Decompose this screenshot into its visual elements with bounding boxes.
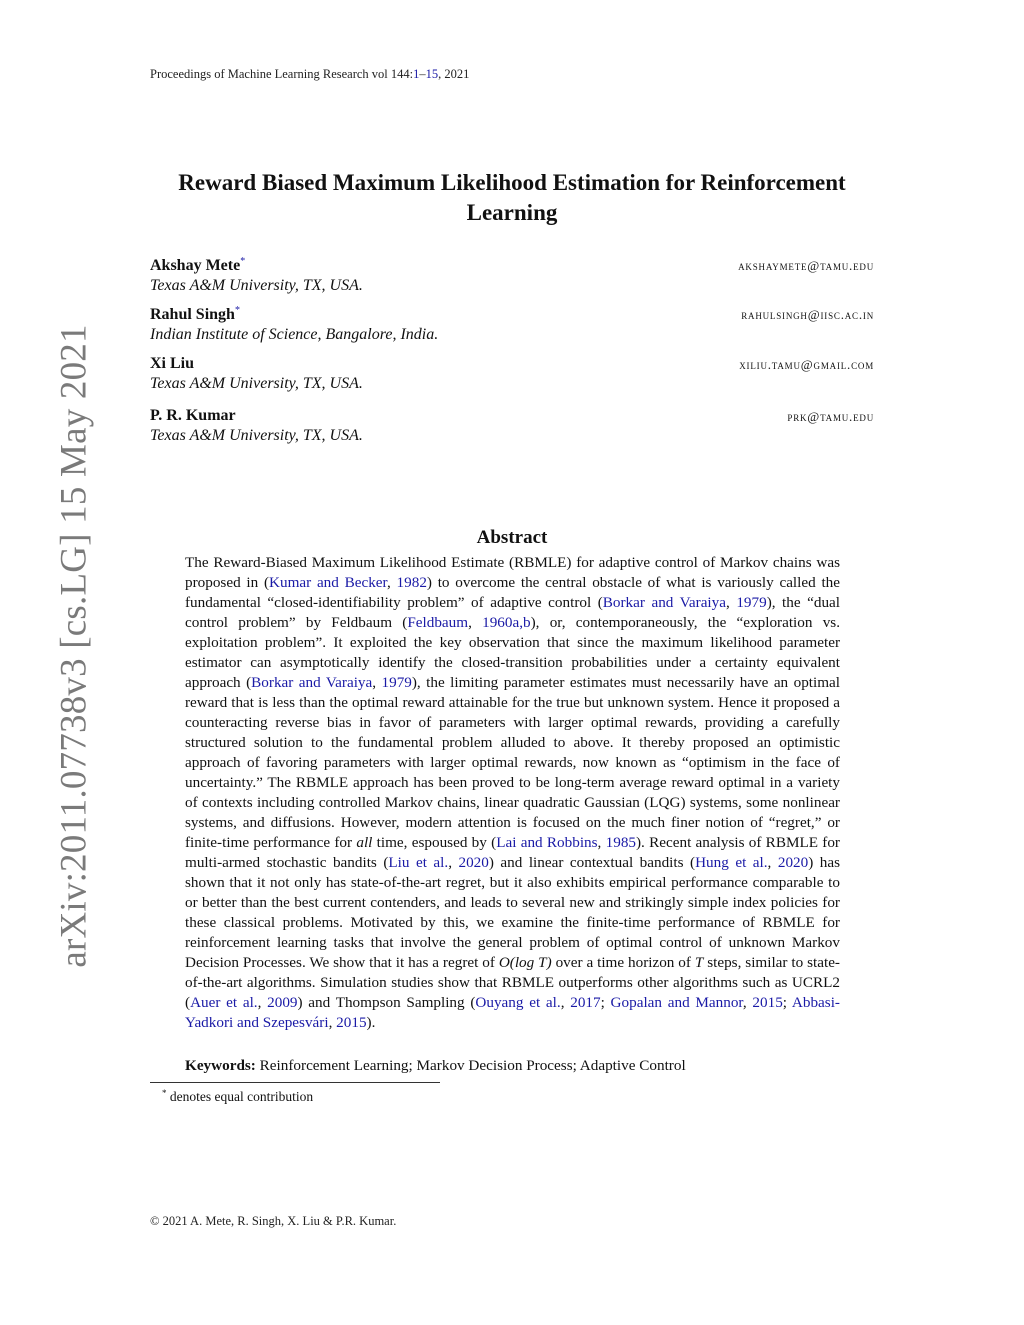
author-affiliation: Indian Institute of Science, Bangalore, India. [150, 326, 439, 343]
author-name [150, 355, 194, 373]
citation-link[interactable]: Borkar and Varaiya [602, 594, 726, 611]
keywords-text: Reinforcement Learning; Markov Decision Process; Adaptive Control [255, 1057, 686, 1074]
abstract-text: steps, similar to state-of-the-art algorithms. Simulation studies show that RBMLE outperforms other algorithms such as UCRL2 ( [185, 954, 840, 1011]
citation-link[interactable]: Lai and Robbins [496, 834, 598, 851]
citation-link[interactable]: Hung et al. [695, 854, 768, 871]
emphasis-text: all [356, 834, 373, 851]
abstract-text: , [726, 594, 737, 611]
abstract-text: ) has shown that it not only has state-of-the-art regret, but it also exhibits empirical performance comparable to or better than the best current contenders, and leads to several new and strikingly simple index policies for these classical problems. Motivated by this, we examine the finite-time performance of RBMLE for reinforcement learning tasks that involve the general problem of optimal control of unknown Markov Decision Processes. We show that it has a regret of [185, 854, 841, 971]
regret-math: O(log T) [498, 954, 552, 971]
citation-link[interactable]: Ouyang et al. [475, 994, 561, 1011]
page-range-dash: – [419, 67, 426, 81]
citation-link[interactable]: Auer et al. [190, 994, 258, 1011]
author-name [150, 256, 245, 275]
abstract-text: ), the “dual control problem” by Feldbaum ( [185, 594, 841, 631]
paper-title [150, 168, 874, 228]
citation-link[interactable]: 1979 [381, 674, 412, 691]
abstract-text: ) to overcome the central obstacle of what is variously called the fundamental “closed-identifiability problem” of adaptive control ( [185, 574, 840, 611]
author-email: xiliu.tamu@gmail.com [739, 357, 874, 372]
abstract-text: , [387, 574, 397, 591]
author-name [150, 305, 240, 324]
abstract-text: , [597, 834, 606, 851]
abstract-text: ), the limiting parameter estimates must necessarily have an optimal reward that is less than the optimal reward attainable for the true but unknown system. Hence it proposed a counteracting reverse bias in favor of parameters with larger optimal rewards, providing a carefully structured solution to the fundamental problem alluded to above. It thereby proposed an optimistic approach of favoring parameters with larger optimal rewards, now known as “optimism in the face of uncertainty.” The RBMLE approach has been proved to be long-term average reward optimal in a variety of contexts including controlled Markov chains, linear quadratic Gaussian (LQG) systems, some nonlinear systems, and diffusions. However, modern attention is focused on the much finer notion of “regret,” or finite-time performance for [185, 674, 840, 851]
author-name-text: Rahul Singh [150, 306, 235, 323]
author-email: prk@tamu.edu [787, 409, 874, 424]
abstract-text: ) and linear contextual bandits ( [488, 854, 696, 871]
author-affiliation: Texas A&M University, TX, USA. [150, 375, 363, 392]
citation-link[interactable]: 1982 [396, 574, 427, 591]
citation-link[interactable]: Borkar and Varaiya [251, 674, 373, 691]
citation-link[interactable]: Kumar and Becker [269, 574, 387, 591]
abstract-text: , [468, 614, 483, 631]
footnote [162, 1088, 313, 1105]
citation-link[interactable]: 2015 [752, 994, 783, 1011]
citation-link[interactable]: 2009 [267, 994, 298, 1011]
abstract-text: , [328, 1014, 337, 1031]
abstract-heading: Abstract [476, 527, 548, 548]
author-name-text: Akshay Mete [150, 257, 241, 274]
footnote-mark: * [162, 1088, 167, 1098]
citation-link[interactable]: Liu et al. [388, 854, 449, 871]
abstract-text: ) and Thompson Sampling ( [297, 994, 476, 1011]
running-head-prefix: Proceedings of Machine Learning Research vol 144: [150, 67, 414, 81]
citation-link[interactable]: 1960a,b [482, 614, 531, 631]
author-affiliation: Texas A&M University, TX, USA. [150, 277, 363, 294]
author-name-text: P. R. Kumar [150, 407, 236, 424]
author-block [150, 256, 874, 295]
abstract-text: , [448, 854, 459, 871]
author-block [150, 407, 874, 445]
abstract-text: over a time horizon of [551, 954, 695, 971]
citation-link[interactable]: Abbasi-Yadkori and Szepesvári [185, 994, 840, 1031]
abstract-text: , [560, 994, 571, 1011]
abstract-text: ; [782, 994, 792, 1011]
author-email: akshaymete@tamu.edu [738, 258, 874, 273]
copyright-notice: © 2021 A. Mete, R. Singh, X. Liu & P.R. Kumar. [150, 1214, 397, 1228]
abstract-text: , [372, 674, 382, 691]
footnote-divider [150, 1082, 440, 1083]
horizon-math: T [694, 954, 704, 971]
equal-contribution-mark[interactable]: * [234, 305, 240, 316]
arxiv-identifier-stamp: arXiv:2011.07738v3 [cs.LG] 15 May 2021 [53, 324, 95, 968]
citation-link[interactable]: Gopalan and Mannor [610, 994, 743, 1011]
citation-link[interactable]: 2020 [777, 854, 809, 871]
abstract-text: , [742, 994, 753, 1011]
citation-link[interactable]: 2015 [336, 1014, 367, 1031]
running-head [150, 67, 469, 82]
abstract-text: ). [366, 1014, 376, 1031]
equal-contribution-mark[interactable]: * [240, 256, 246, 267]
title-line-1: Reward Biased Maximum Likelihood Estimation for Reinforcement [178, 170, 846, 195]
author-name-text: Xi Liu [150, 355, 195, 372]
citation-link[interactable]: 1985 [605, 834, 636, 851]
page-range-end-link[interactable]: 15 [425, 67, 439, 81]
author-email: rahulsingh@iisc.ac.in [741, 307, 874, 322]
abstract-text: The Reward-Biased Maximum Likelihood Estimate (RBMLE) for adaptive control of Markov chains was proposed in ( [185, 554, 840, 591]
author-name [150, 407, 236, 425]
abstract-body [185, 553, 840, 1033]
page-range-start-link[interactable]: 1 [413, 67, 420, 81]
abstract-text: ). Recent analysis of RBMLE for multi-armed stochastic bandits ( [185, 834, 840, 871]
author-block [150, 355, 874, 393]
abstract-text: , [257, 994, 268, 1011]
abstract-text: ; [600, 994, 611, 1011]
citation-link[interactable]: Feldbaum [407, 614, 469, 631]
author-affiliation: Texas A&M University, TX, USA. [150, 427, 363, 444]
abstract-text: , [767, 854, 778, 871]
abstract-text: ), or, contemporaneously, the “exploration vs. exploitation problem”. It exploited the key observation that since the maximum likelihood parameter estimator can asymptotically identify the closed-transition probabilities under a certainty equivalent approach ( [185, 614, 841, 691]
citation-link[interactable]: 2020 [458, 854, 489, 871]
citation-link[interactable]: 1979 [736, 594, 767, 611]
title-line-2: Learning [466, 200, 558, 225]
citation-link[interactable]: 2017 [570, 994, 601, 1011]
author-block [150, 305, 874, 344]
keywords-line [185, 1057, 686, 1075]
running-head-year: , 2021 [438, 67, 470, 81]
footnote-text: denotes equal contribution [166, 1089, 314, 1104]
keywords-label: Keywords: [185, 1057, 256, 1074]
abstract-text: time, espoused by ( [372, 834, 497, 851]
